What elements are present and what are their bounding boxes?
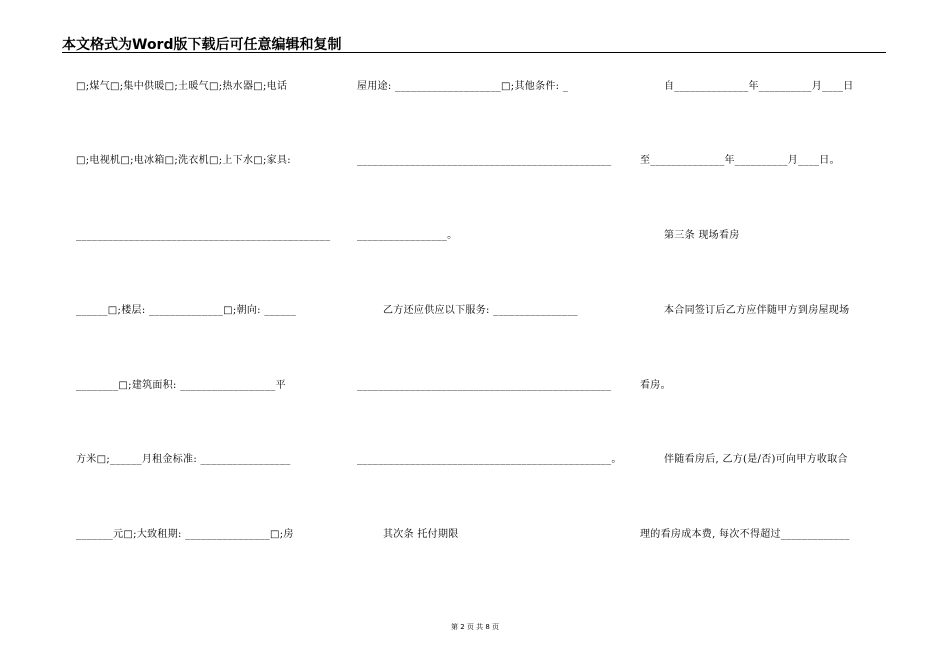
left-line-3: ________________________________________________: [76, 230, 331, 241]
left-line-5: ________□;建筑面积: __________________平: [76, 380, 286, 391]
right-line-4: 本合同签订后乙方应伴随甲方到房屋现场: [664, 305, 850, 316]
right-line-5: 看房。: [640, 380, 671, 391]
left-line-4: ______□;楼层: ______________□;朝向: ______: [76, 305, 297, 316]
right-line-7: 理的看房成本费, 每次不得超过_____________: [640, 529, 850, 540]
right-line-1: 自______________年__________月____日: [664, 81, 854, 92]
right-line-6: 伴随看房后, 乙方(是/否)可向甲方收取合: [664, 454, 848, 465]
page-number: 第 2 页 共 8 页: [450, 623, 500, 631]
right-section-heading: 第三条 现场看房: [664, 230, 740, 241]
middle-section-heading: 其次条 托付期限: [383, 529, 459, 540]
left-line-7: _______元□;大致租期: ________________□;房: [76, 529, 294, 540]
middle-line-6: ________________________________________________。: [357, 454, 622, 465]
right-line-2: 至______________年__________月____日。: [640, 155, 840, 166]
left-line-2: □;电视机□;电冰箱□;洗衣机□;上下水□;家具:: [76, 155, 291, 166]
middle-line-2: ________________________________________________: [357, 155, 612, 166]
left-line-6: 方米□;______月租金标准: _________________: [76, 454, 291, 465]
middle-line-3: _________________。: [357, 230, 458, 241]
middle-line-5: ________________________________________________: [357, 380, 612, 391]
middle-line-1: 屋用途: ____________________□;其他条件: _: [357, 81, 569, 92]
left-line-1: □;煤气□;集中供暖□;土暖气□;热水器□;电话: [76, 81, 288, 92]
document-header-title: 本文格式为Word版下载后可任意编辑和复制: [62, 37, 342, 53]
header-divider: [62, 52, 886, 53]
middle-line-4: 乙方还应供应以下服务: ________________: [383, 305, 578, 316]
